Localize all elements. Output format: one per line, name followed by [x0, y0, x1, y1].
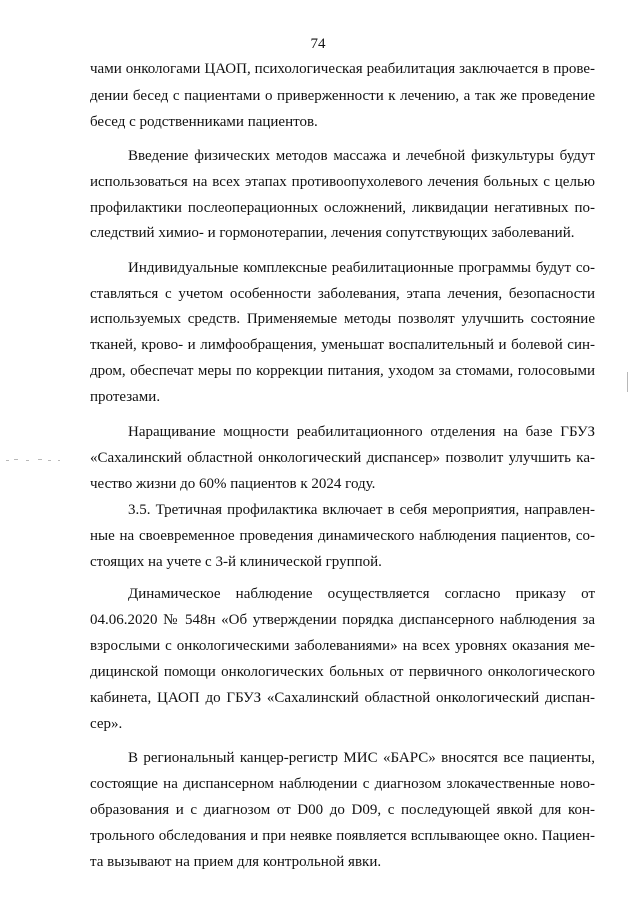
scan-mark	[14, 459, 18, 460]
text-line: бесед с родственниками пациентов.	[90, 114, 318, 130]
text-line: та вызывают на прием для контрольной явки.	[90, 854, 382, 870]
text-line: следствий химио- и гормонотерапии, лечения сопутствующих заболеваний.	[90, 225, 575, 241]
text-line: тканей, крово- и лимфообращения, уменьшат воспалительный и болевой син-	[90, 337, 595, 353]
text-line: дицинской помощи онкологических больных от первичного онкологического	[90, 664, 595, 680]
text-line: состоящие на диспансерном наблюдении с диагнозом злокачественные ново-	[90, 776, 595, 792]
scan-mark	[627, 372, 628, 392]
text-line: Индивидуальные комплексные реабилитационные программы будут со-	[128, 260, 595, 276]
text-line: «Сахалинский областной онкологический диспансер» позволит улучшить ка-	[90, 450, 595, 466]
text-line: ставляться с учетом особенности заболевания, этапа лечения, безопасности	[90, 286, 595, 302]
scan-mark	[58, 460, 60, 461]
text-line: чами онкологами ЦАОП, психологическая реабилитация заключается в прове-	[90, 61, 595, 77]
text-line: Наращивание мощности реабилитационного отделения на базе ГБУЗ	[128, 424, 595, 440]
scan-mark	[26, 460, 29, 461]
text-line: образования и с диагнозом от D00 до D09, с последующей явкой для кон-	[90, 802, 595, 818]
page-number: 74	[310, 36, 326, 52]
text-line: Введение физических методов массажа и лечебной физкультуры будут	[128, 148, 595, 164]
text-line: ные на своевременное проведения динамического наблюдения пациентов, со-	[90, 528, 595, 544]
text-line: дром, обеспечат меры по коррекции питания, уходом за стомами, голосовыми	[90, 363, 595, 379]
text-line: трольного обследования и при неявке появляется всплывающее окно. Пациен-	[90, 828, 595, 844]
text-line: дении бесед с пациентами о приверженности к лечению, а так же проведение	[90, 88, 595, 104]
text-line: кабинета, ЦАОП до ГБУЗ «Сахалинский областной онкологический диспан-	[90, 690, 595, 706]
text-line: сер».	[90, 716, 123, 732]
scan-mark	[48, 460, 51, 461]
text-line: профилактики послеоперационных осложнений, ликвидации негативных по-	[90, 200, 595, 216]
text-line: 04.06.2020 № 548н «Об утверждении порядка диспансерного наблюдения за	[90, 612, 595, 628]
text-line: используемых средств. Применяемые методы позволят улучшить состояние	[90, 311, 595, 327]
text-line: протезами.	[90, 389, 161, 405]
scan-mark	[6, 460, 9, 461]
text-line: В региональный канцер-регистр МИС «БАРС» вносятся все пациенты,	[128, 750, 595, 766]
text-line: Динамическое наблюдение осуществляется согласно приказу от	[128, 586, 595, 602]
scan-mark	[38, 459, 42, 460]
text-line: использоваться на всех этапах противоопухолевого лечения больных с целью	[90, 174, 595, 190]
text-line: чество жизни до 60% пациентов к 2024 году.	[90, 476, 376, 492]
text-line: стоящих на учете с 3-й клинической группой.	[90, 554, 382, 570]
text-line: взрослыми с онкологическими заболеваниями» на всех уровнях оказания ме-	[90, 638, 595, 654]
text-line: 3.5. Третичная профилактика включает в себя мероприятия, направлен-	[128, 502, 595, 518]
